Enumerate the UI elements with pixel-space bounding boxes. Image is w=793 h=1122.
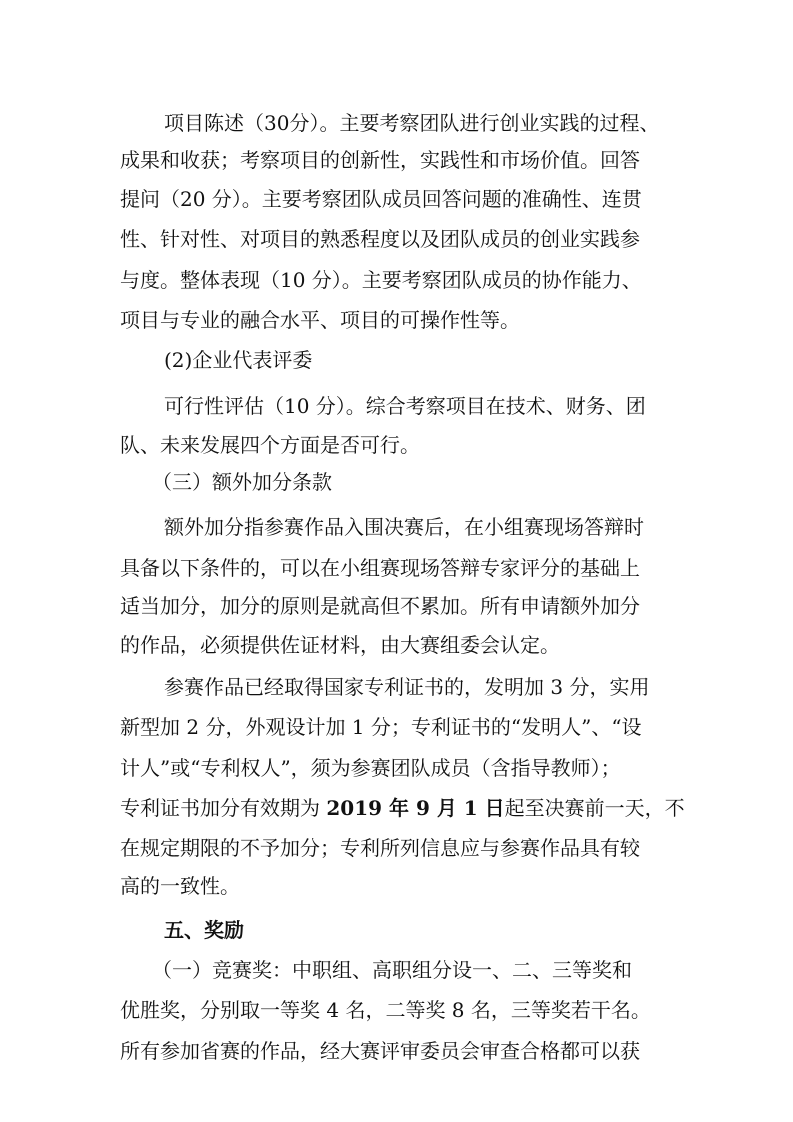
paragraph-text: 计人”或“专利权人”，须为参赛团队成员（含指导教师）； [120,756,621,780]
paragraph-text: 提问（20 分）。主要考察团队成员回答问题的准确性、连贯 [120,187,642,211]
text-line [0,219,793,259]
paragraph-text: 高的一致性。 [120,874,240,898]
paragraph-text: 所有参加省赛的作品，经大赛评审委员会审查合格都可以获 [120,1039,640,1063]
text-line [0,140,793,180]
text-line [0,910,793,950]
paragraph-text: （一）竞赛奖：中职组、高职组分设一、二、三等奖和 [152,958,632,982]
paragraph-text: 项目陈述（30分）。主要考察团队进行创业实践的过程、 [164,111,660,135]
paragraph-text: 优胜奖，分别取一等奖 4 名，二等奖 8 名，三等奖若干名。 [120,998,651,1022]
subheading: (2)企业代表评委 [164,348,313,372]
paragraph-text: 成果和收获；考察项目的创新性，实践性和市场价值。回答 [120,148,640,172]
paragraph-text: 性、针对性、对项目的熟悉程度以及团队成员的创业实践参 [120,227,640,251]
text-line [0,748,793,788]
paragraph-text: 在规定期限的不予加分；专利所列信息应与参赛作品具有较 [120,836,640,860]
paragraph-text: 与度。整体表现（10 分）。主要考察团队成员的协作能力、 [120,268,642,292]
date-prefix-text: 专利证书加分有效期为 [120,796,327,820]
validity-date: 2019 年 9 月 1 日 [326,796,505,820]
text-line [0,179,793,219]
paragraph-text: 参赛作品已经取得国家专利证书的，发明加 3 分，实用 [164,675,650,699]
section-heading: 五、奖励 [164,918,244,942]
paragraph-text: 项目与专业的融合水平、项目的可操作性等。 [120,308,520,332]
text-line [0,866,793,906]
text-line [0,300,793,340]
text-line [0,507,793,547]
text-line [0,828,793,868]
text-line [0,340,793,380]
text-line [0,386,793,426]
paragraph-text: 的作品，必须提供佐证材料，由大赛组委会认定。 [120,633,560,657]
section-heading: （三）额外加分条款 [152,470,332,494]
paragraph-text: 新型加 2 分，外观设计加 1 分；专利证书的“发明人”、“设 [120,715,642,739]
text-line [0,625,793,665]
text-line [0,667,793,707]
text-line [0,990,793,1030]
paragraph-text: 队、未来发展四个方面是否可行。 [120,433,420,457]
text-line [0,788,793,828]
paragraph-text: 具备以下条件的，可以在小组赛现场答辩专家评分的基础上 [120,556,640,580]
paragraph-text [120,788,685,828]
text-line [0,462,793,502]
text-line [0,260,793,300]
text-line [0,950,793,990]
paragraph-text: 适当加分，加分的原则是就高但不累加。所有申请额外加分 [120,594,640,618]
text-line [0,1031,793,1071]
text-line [0,586,793,626]
text-line [0,548,793,588]
text-line [0,103,793,143]
text-line [0,425,793,465]
date-suffix-text: 起至决赛前一天，不 [504,796,685,820]
text-line [0,707,793,747]
paragraph-text: 可行性评估（10 分）。综合考察项目在技术、财务、团 [164,394,646,418]
paragraph-text: 额外加分指参赛作品入围决赛后，在小组赛现场答辩时 [164,515,644,539]
